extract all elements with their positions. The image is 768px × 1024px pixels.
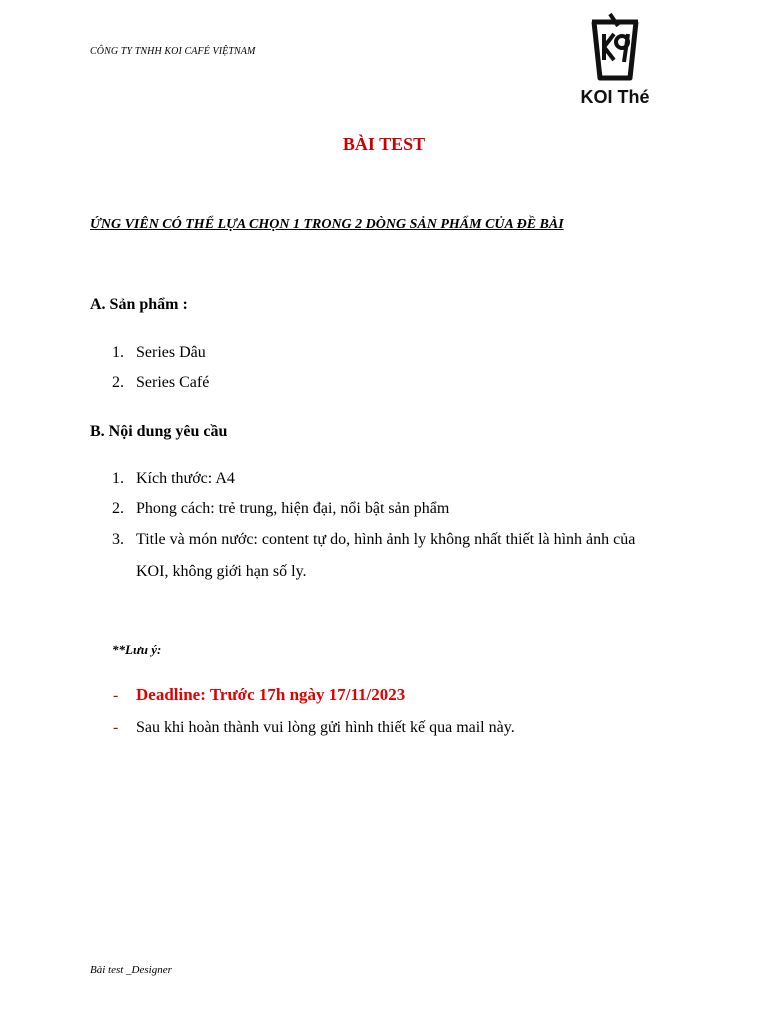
item-text: Series Café xyxy=(136,374,210,391)
koi-cup-icon xyxy=(588,12,642,84)
logo-text: KOI Thé xyxy=(580,87,650,107)
company-name: CÔNG TY TNHH KOI CAFÉ VIỆTNAM xyxy=(90,46,256,57)
note-label: **Lưu ý: xyxy=(112,642,162,657)
page-title: BÀI TEST xyxy=(342,134,426,154)
bullet-dash: - xyxy=(113,719,119,736)
item-number: 1. xyxy=(112,344,124,361)
footer-text: Bài test _Designer xyxy=(90,964,172,976)
section-a-heading: A. Sản phẩm : xyxy=(90,296,188,313)
item-number: 2. xyxy=(112,500,124,517)
section-b-heading: B. Nội dung yêu cầu xyxy=(90,423,228,440)
item-text: Title và món nước: content tự do, hình ảnh ly không nhất thiết là hình ảnh của xyxy=(136,531,636,548)
item-number: 2. xyxy=(112,374,124,391)
item-number: 1. xyxy=(112,470,124,487)
bullet-dash: - xyxy=(113,687,119,704)
item-text: Series Dâu xyxy=(136,344,206,361)
subtitle: ỨNG VIÊN CÓ THỂ LỰA CHỌN 1 TRONG 2 DÒNG SẢN PHẨM CỦA ĐỀ BÀI xyxy=(90,217,564,232)
item-text: Phong cách: trẻ trung, hiện đại, nổi bật sản phẩm xyxy=(136,500,450,517)
item-text: Kích thước: A4 xyxy=(136,470,235,487)
koi-logo xyxy=(572,12,658,110)
deadline-text: Deadline: Trước 17h ngày 17/11/2023 xyxy=(136,685,406,704)
item-text-continued: KOI, không giới hạn số ly. xyxy=(136,563,307,580)
item-number: 3. xyxy=(112,531,124,548)
instruction-text: Sau khi hoàn thành vui lòng gửi hình thiết kế qua mail này. xyxy=(136,719,515,736)
